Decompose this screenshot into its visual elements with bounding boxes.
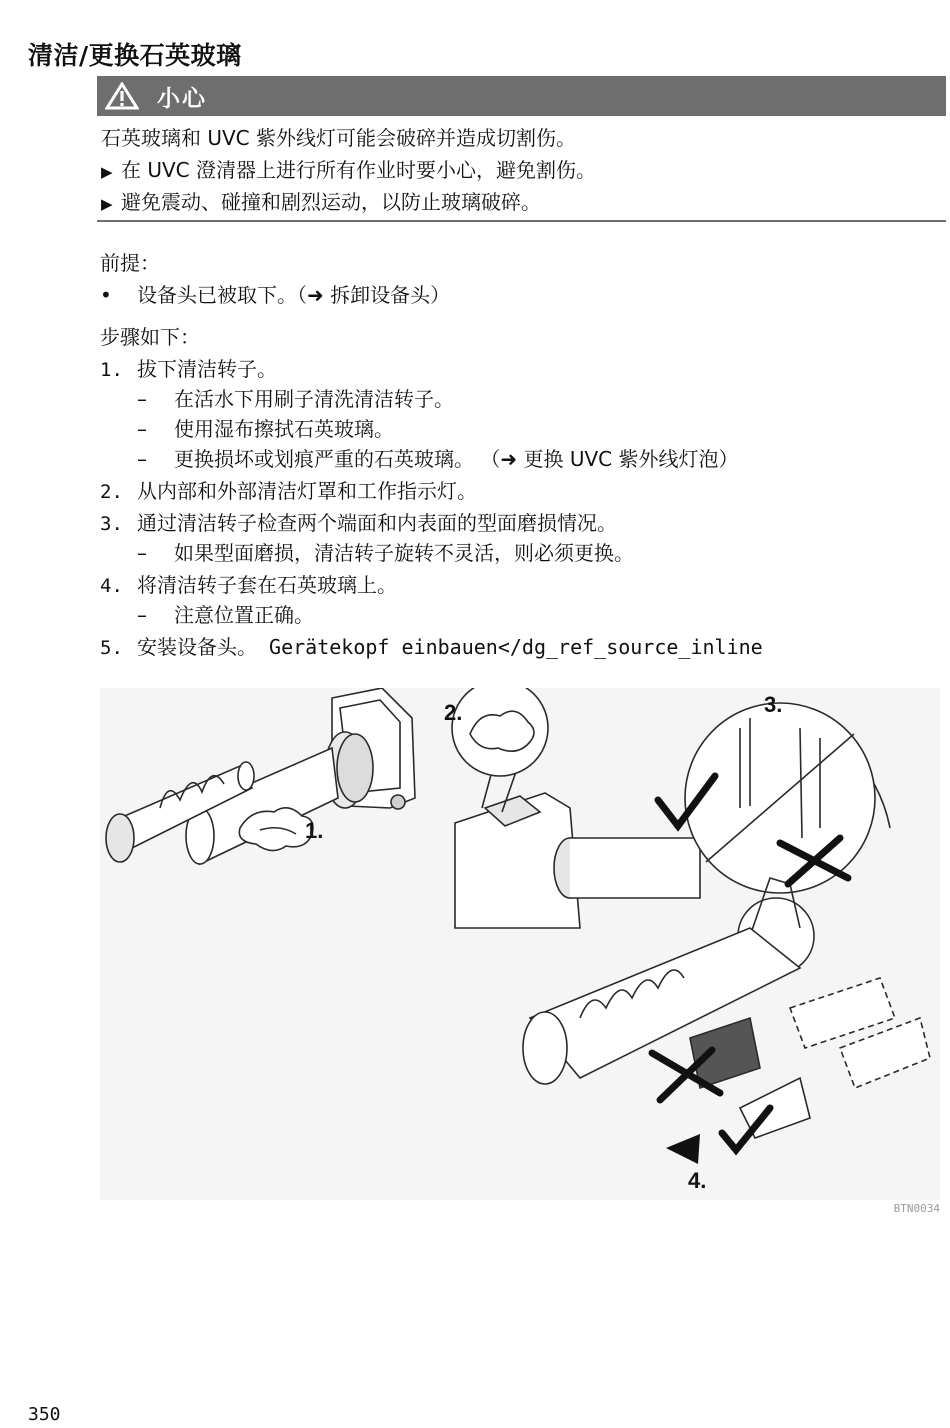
step-item	[100, 476, 477, 506]
step-text: 将清洁转子套在石英玻璃上。	[137, 573, 397, 597]
step-number: 5.	[100, 637, 123, 659]
caution-bullet-text: 在 UVC 澄清器上进行所有作业时要小心，避免割伤。	[121, 158, 596, 182]
figure-callout-3: 3.	[764, 692, 783, 717]
step-item	[100, 632, 763, 662]
caution-title: 小心	[157, 85, 207, 112]
sub-step-text: 在活水下用刷子清洗清洁转子。	[174, 387, 454, 411]
step-number: 4.	[100, 575, 123, 597]
dash-marker: –	[137, 447, 147, 471]
page-number: 350	[28, 1404, 61, 1425]
caution-bullet-item	[101, 154, 946, 186]
figure-code: BTN0034	[893, 1202, 940, 1215]
caution-banner	[97, 76, 946, 116]
step-item	[100, 508, 617, 538]
cleaning-rotor-illustration	[100, 688, 940, 1200]
sub-step	[100, 444, 738, 474]
cloth-callout-circle	[452, 688, 548, 776]
step-text: 通过清洁转子检查两个端面和内表面的型面磨损情况。	[137, 511, 617, 535]
caution-text: 石英玻璃和 UVC 紫外线灯可能会破碎并造成切割伤。	[101, 126, 576, 150]
sub-step	[100, 414, 394, 444]
page-title: 清洁/更换石英玻璃	[28, 41, 242, 70]
step-number: 3.	[100, 513, 123, 535]
bullet-dot-icon: •	[100, 283, 112, 307]
sub-step-text: 注意位置正确。	[174, 603, 314, 627]
dash-marker: –	[137, 387, 147, 411]
dash-marker: –	[137, 603, 147, 627]
step-item	[100, 570, 397, 600]
prerequisite-text: 设备头已被取下。	[137, 283, 297, 307]
step-text: 从内部和外部清洁灯罩和工作指示灯。	[137, 479, 477, 503]
figure-callout-1: 1.	[305, 818, 324, 843]
steps-label: 步骤如下：	[100, 325, 200, 349]
dash-marker: –	[137, 417, 147, 441]
prerequisite-item	[100, 280, 450, 310]
sub-step	[100, 384, 454, 414]
caution-divider	[97, 220, 946, 222]
cross-reference-link[interactable]: （➜ 拆卸设备头）	[297, 283, 451, 307]
dash-marker: –	[137, 541, 147, 565]
step-text: 拔下清洁转子。	[137, 357, 277, 381]
sub-step-text: 使用湿布擦拭石英玻璃。	[174, 417, 394, 441]
figure-callout-2: 2.	[444, 700, 463, 725]
bullet-triangle-icon: ▶	[101, 163, 113, 181]
bullet-triangle-icon: ▶	[101, 195, 113, 213]
sub-step-text: 如果型面磨损，清洁转子旋转不灵活，则必须更换。	[174, 541, 634, 565]
figure-callout-4: 4.	[688, 1168, 707, 1193]
step-item	[100, 354, 277, 384]
step-number: 1.	[100, 359, 123, 381]
step-text: 安装设备头。 Gerätekopf einbauen</dg_ref_source_inline	[137, 635, 763, 659]
step-number: 2.	[100, 481, 123, 503]
caution-bullet-text: 避免震动、碰撞和剧烈运动，以防止玻璃破碎。	[121, 190, 541, 214]
caution-body	[101, 122, 946, 218]
caution-bullet-item	[101, 186, 946, 218]
warning-triangle-icon	[105, 82, 139, 110]
sub-step	[100, 600, 314, 630]
prerequisite-label: 前提：	[100, 251, 160, 275]
sub-step	[100, 538, 634, 568]
sub-step-text: 更换损坏或划痕严重的石英玻璃。 （➜ 更换 UVC 紫外线灯泡）	[174, 447, 739, 471]
